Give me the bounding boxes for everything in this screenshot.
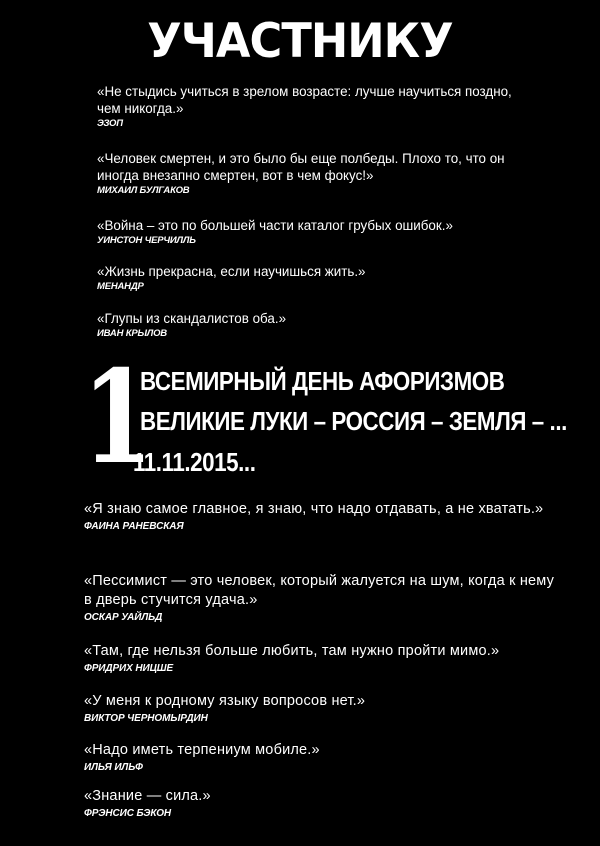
quote-chernomyrdin [84,692,564,726]
quote-text: «Я знаю самое главное, я знаю, что надо отдавать, а не хватать.» [84,501,544,517]
quote-author: ОСКАР УАЙЛЬД [84,612,163,623]
quote-text: «Не стыдись учиться в зрелом возрасте: лучше научиться поздно, чем никогда.» [97,84,512,116]
quote-text: «Человек смертен, и это было бы еще полбеды. Плохо то, что он иногда внезапно смертен, вот в чем фокус!» [97,151,505,183]
page-title: УЧАСТНИКУ [147,14,453,69]
quote-author: УИНСТОН ЧЕРЧИЛЛЬ [97,235,196,246]
quote-text: «Там, где нельзя больше любить, там нужно пройти мимо.» [84,643,500,659]
quote-text: «Война – это по большей части каталог грубых ошибок.» [97,218,453,233]
quote-ranevskaya [84,500,564,534]
quote-churchill [97,217,527,248]
headline-line-2: ВЕЛИКИЕ ЛУКИ – РОССИЯ – ЗЕМЛЯ – ... [140,406,567,436]
quote-text: «Пессимист — это человек, который жалуется на шум, когда к нему в дверь стучится удача.» [84,573,555,608]
quote-bulgakov [97,150,527,198]
quote-text: «Знание — сила.» [84,788,211,804]
quote-author: ФРЭНСИС БЭКОН [84,808,172,819]
quote-author: ВИКТОР ЧЕРНОМЫРДИН [84,713,208,724]
quote-author: ЭЗОП [97,118,123,129]
big-digit: 1 [82,343,154,493]
headline-line-1: ВСЕМИРНЫЙ ДЕНЬ АФОРИЗМОВ [140,366,505,396]
quote-bacon [84,787,564,821]
quote-aesop [97,83,527,131]
headline-date: 11.11.2015... [133,447,256,477]
quote-author: ФРИДРИХ НИЦШЕ [84,663,174,674]
quote-author: ИЛЬЯ ИЛЬФ [84,762,143,773]
quote-text: «У меня к родному языку вопросов нет.» [84,693,366,709]
quote-nietzsche [84,642,564,676]
quote-author: МЕНАНДР [97,281,144,292]
quote-krylov [97,310,527,341]
quote-text: «Надо иметь терпениум мобиле.» [84,742,320,758]
quote-text: «Глупы из скандалистов оба.» [97,311,287,326]
quote-author: ФАИНА РАНЕВСКАЯ [84,521,184,532]
quote-ilf [84,741,564,775]
quote-author: ИВАН КРЫЛОВ [97,328,167,339]
quote-wilde [84,572,564,625]
quote-text: «Жизнь прекрасна, если научишься жить.» [97,264,366,279]
quote-menander [97,263,527,294]
quote-author: МИХАИЛ БУЛГАКОВ [97,185,190,196]
